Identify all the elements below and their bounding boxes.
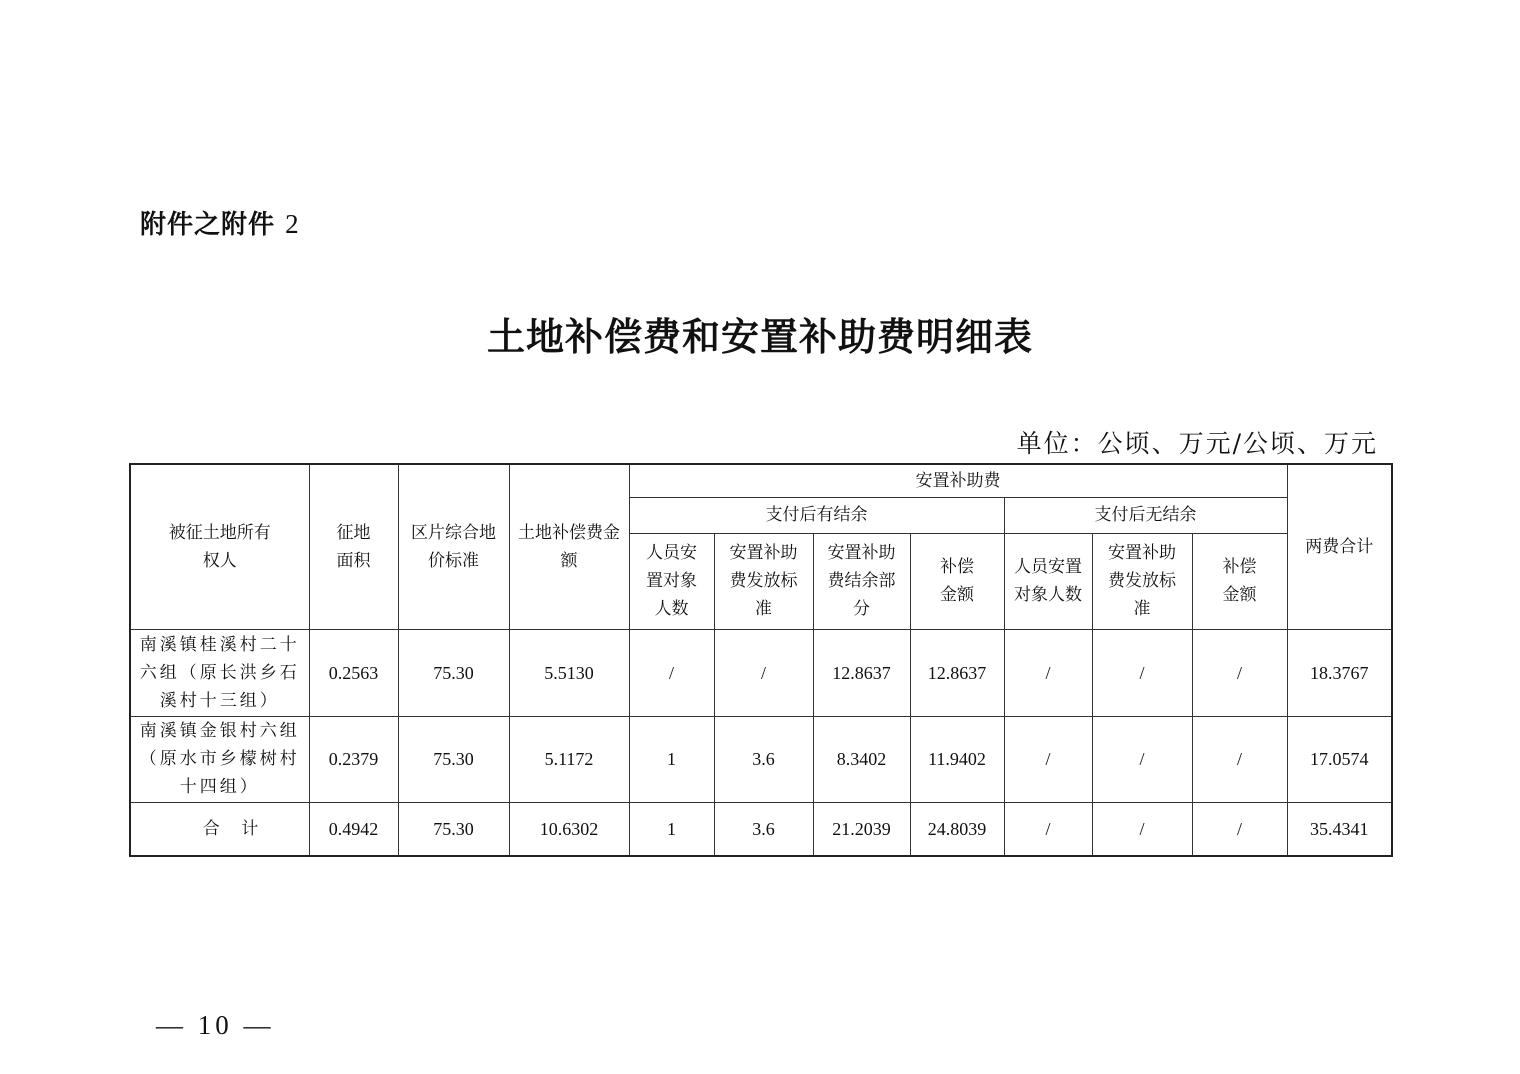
row-owner: 南溪镇金银村六组（原水市乡檬树村十四组） [130,716,309,802]
total-nb-standard: / [1092,802,1192,856]
header-land-compensation: 土地补偿费金额 [509,464,629,629]
compensation-table [129,463,1393,857]
row-wb-amount: 12.8637 [910,629,1004,716]
document-title: 土地补偿费和安置补助费明细表 [486,314,1033,359]
total-label-b: 计 [241,818,259,839]
header-wb-balance: 安置补助费结余部分 [813,533,910,629]
unit-note: 单位：公顷、万元/公顷、万元 [1016,429,1378,458]
row-nb-persons: / [1004,716,1092,802]
row-nb-standard: / [1092,629,1192,716]
header-wb-standard: 安置补助费发放标准 [714,533,813,629]
row-area: 0.2563 [309,629,398,716]
header-nb-standard: 安置补助费发放标准 [1092,533,1192,629]
header-wb-persons: 人员安置对象人数 [629,533,714,629]
total-wb-persons: 1 [629,802,714,856]
row-wb-standard: 3.6 [714,716,813,802]
table-row [130,716,1392,802]
header-owner: 被征土地所有权人 [130,464,309,629]
row-wb-standard: / [714,629,813,716]
row-land-compensation: 5.1172 [509,716,629,802]
annex-number: 2 [285,209,300,239]
header-resettlement-group: 安置补助费 [629,464,1287,497]
row-nb-standard: / [1092,716,1192,802]
header-without-balance: 支付后无结余 [1004,497,1287,533]
total-wb-amount: 24.8039 [910,802,1004,856]
annex-label [140,204,300,241]
table-row [130,629,1392,716]
header-area: 征地面积 [309,464,398,629]
row-price-standard: 75.30 [398,629,509,716]
total-row [130,802,1392,856]
row-total: 17.0574 [1287,716,1392,802]
row-nb-amount: / [1192,716,1287,802]
row-wb-amount: 11.9402 [910,716,1004,802]
header-price-standard: 区片综合地价标准 [398,464,509,629]
header-total: 两费合计 [1287,464,1392,629]
row-area: 0.2379 [309,716,398,802]
total-sum: 35.4341 [1287,802,1392,856]
total-nb-persons: / [1004,802,1092,856]
total-land-compensation: 10.6302 [509,802,629,856]
header-nb-amount: 补偿金额 [1192,533,1287,629]
row-wb-persons: / [629,629,714,716]
annex-label-text: 附件之附件 [140,210,276,240]
total-area: 0.4942 [309,802,398,856]
row-total: 18.3767 [1287,629,1392,716]
total-wb-balance: 21.2039 [813,802,910,856]
row-wb-persons: 1 [629,716,714,802]
row-owner: 南溪镇桂溪村二十六组（原长洪乡石溪村十三组） [130,629,309,716]
total-price-standard: 75.30 [398,802,509,856]
row-nb-persons: / [1004,629,1092,716]
row-wb-balance: 12.8637 [813,629,910,716]
row-land-compensation: 5.5130 [509,629,629,716]
header-wb-amount: 补偿金额 [910,533,1004,629]
total-wb-standard: 3.6 [714,802,813,856]
row-wb-balance: 8.3402 [813,716,910,802]
row-price-standard: 75.30 [398,716,509,802]
header-nb-persons: 人员安置对象人数 [1004,533,1092,629]
header-row-1 [130,464,1392,497]
total-nb-amount: / [1192,802,1287,856]
total-label [130,802,309,856]
row-nb-amount: / [1192,629,1287,716]
header-with-balance: 支付后有结余 [629,497,1004,533]
total-label-a: 合 [202,818,220,839]
page-number: — 10 — [156,1010,275,1040]
